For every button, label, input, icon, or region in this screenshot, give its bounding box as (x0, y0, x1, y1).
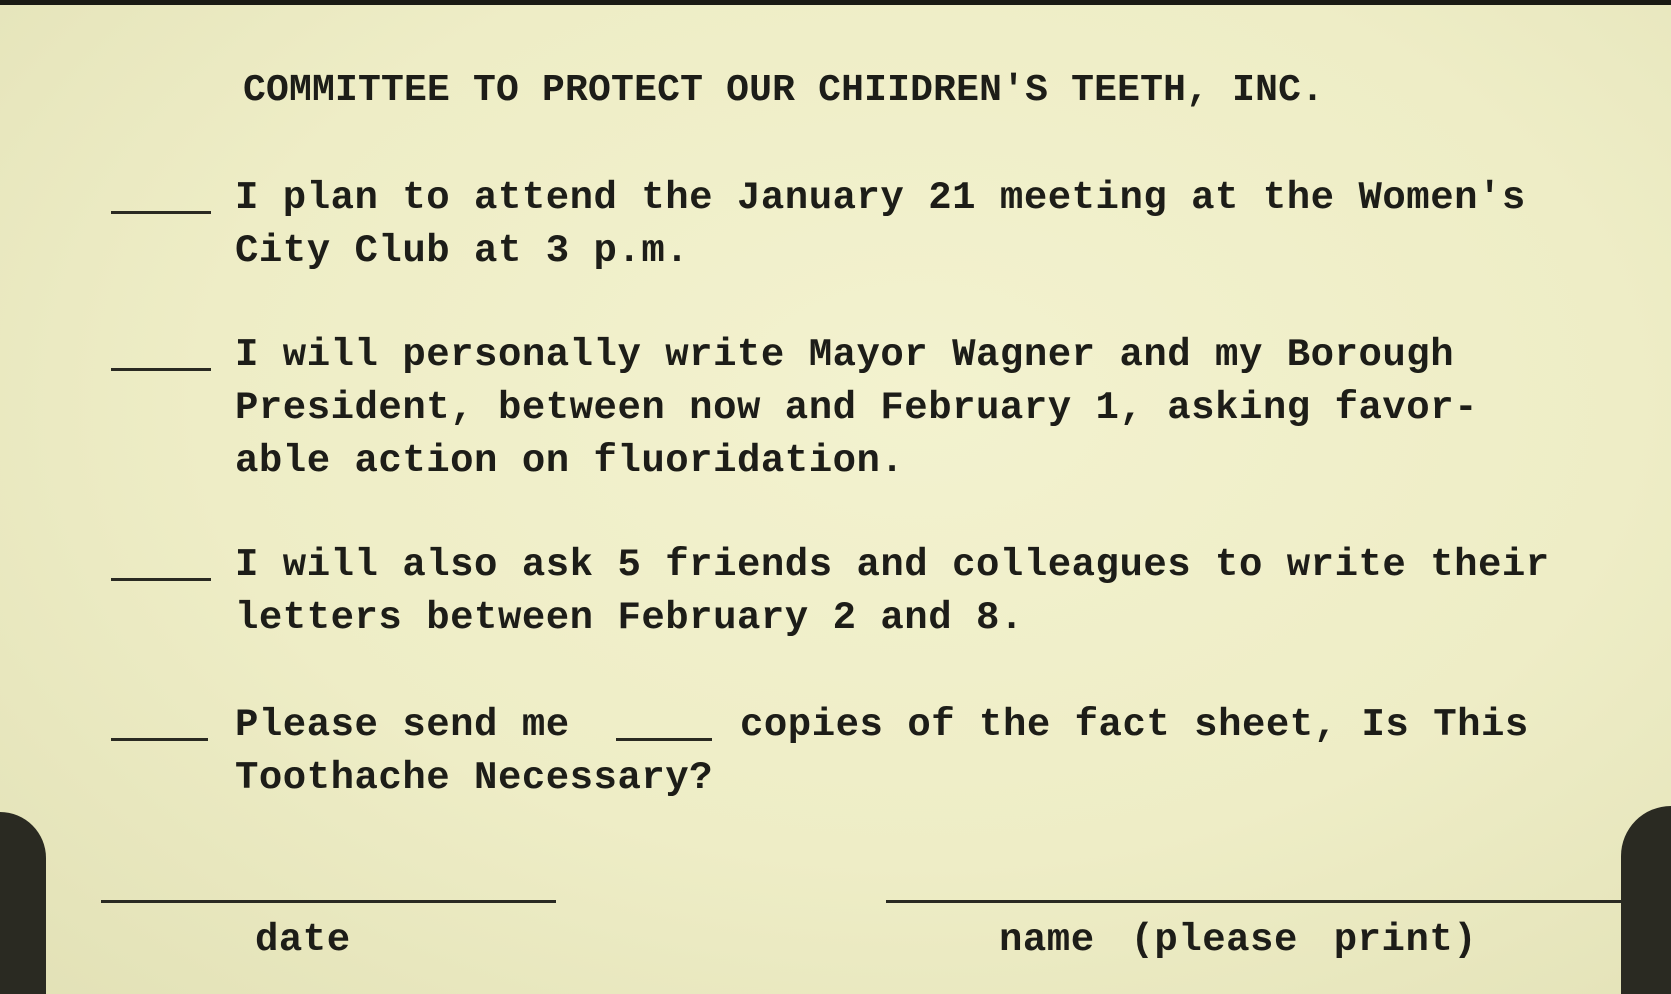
name-label: name (please print) (999, 918, 1478, 962)
item-write-mayor-line-1: I will personally write Mayor Wagner and my Borough (235, 333, 1455, 377)
item-attend-line-1: I plan to attend the January 21 meeting at the Women's (235, 176, 1526, 220)
item-fact-sheet-line-2: Toothache Necessary? (235, 756, 714, 800)
item-write-mayor-line-2: President, between now and February 1, asking favor- (235, 386, 1478, 430)
item-fact-sheet-line-1b: copies of the fact sheet, Is This (740, 703, 1529, 747)
reply-card (0, 5, 1671, 994)
checkbox-blank-write-mayor[interactable] (111, 368, 211, 371)
checkbox-blank-ask-friends[interactable] (111, 578, 211, 581)
item-ask-friends-line-2: letters between February 2 and 8. (235, 596, 1024, 640)
item-fact-sheet-line-1a: Please send me (235, 703, 570, 747)
binder-tab-left (0, 812, 46, 994)
checkbox-blank-fact-sheet[interactable] (111, 738, 208, 741)
checkbox-blank-attend[interactable] (111, 211, 211, 214)
date-label: date (255, 918, 351, 962)
copies-count-blank[interactable] (616, 738, 712, 741)
card-title: COMMITTEE TO PROTECT OUR CHIIDREN'S TEETH, INC. (243, 69, 1325, 112)
item-attend-line-2: City Club at 3 p.m. (235, 229, 690, 273)
date-line[interactable] (101, 900, 556, 903)
binder-tab-right (1621, 806, 1671, 994)
name-line[interactable] (886, 900, 1643, 903)
item-write-mayor-line-3: able action on fluoridation. (235, 439, 905, 483)
item-ask-friends-line-1: I will also ask 5 friends and colleagues to write their (235, 543, 1550, 587)
